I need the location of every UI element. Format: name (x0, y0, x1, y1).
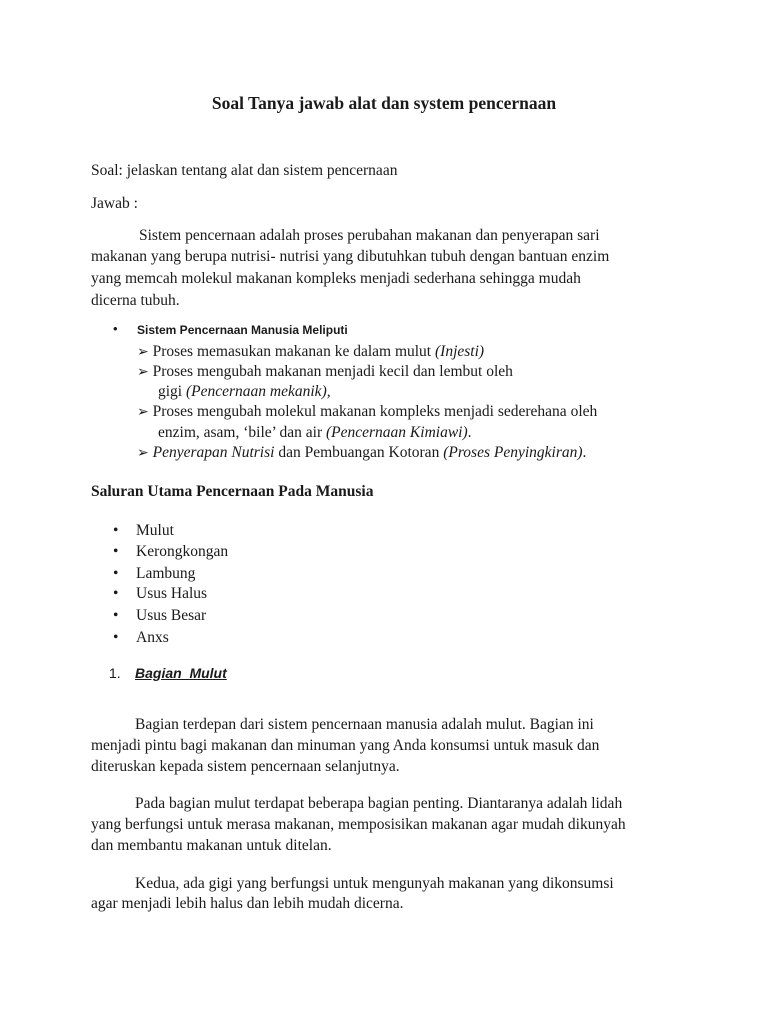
organ-list-item: • Anxs (113, 629, 169, 646)
organ-list-item: • Mulut (113, 522, 174, 539)
intro-line: dicerna tubuh. (91, 292, 180, 309)
bullet-icon: • (113, 321, 118, 336)
paragraph-line: diteruskan kepada sistem pencernaan selanjutnya. (91, 758, 400, 775)
organ-list-item: • Lambung (113, 565, 196, 582)
arrow-bullet-icon: ➢ (137, 345, 149, 360)
process-item: ➢ Proses mengubah makanan menjadi kecil dan lembut oleh (137, 363, 513, 380)
organ-list-item: • Kerongkongan (113, 543, 229, 560)
subsection-title: Bagian Mulut (135, 665, 227, 681)
section-heading: Saluran Utama Pencernaan Pada Manusia (91, 483, 374, 500)
question-text: Soal: jelaskan tentang alat dan sistem pencernaan (91, 162, 398, 179)
organ-list-item: • Usus Besar (113, 607, 207, 624)
paragraph-line: yang berfungsi untuk merasa makanan, memposisikan makanan agar mudah dikunyah (91, 816, 626, 833)
paragraph-line: dan membantu makanan untuk ditelan. (91, 837, 332, 854)
paragraph-line: Kedua, ada gigi yang berfungsi untuk mengunyah makanan yang dikonsumsi (135, 875, 614, 892)
process-item: ➢ Proses mengubah molekul makanan kompleks menjadi sederehana oleh (137, 403, 598, 420)
bullet-heading: Sistem Pencernaan Manusia Meliputi (137, 323, 348, 337)
document-title: Soal Tanya jawab alat dan system pencernaan (211, 93, 557, 113)
arrow-bullet-icon: ➢ (137, 365, 149, 380)
paragraph-line: Bagian terdepan dari sistem pencernaan manusia adalah mulut. Bagian ini (135, 716, 594, 733)
subsection-number: 1. (109, 665, 121, 681)
intro-line: Sistem pencernaan adalah proses perubahan makanan dan penyerapan sari (139, 227, 600, 244)
process-item: ➢ Penyerapan Nutrisi dan Pembuangan Kotoran (Proses Penyingkiran). (137, 444, 587, 461)
organ-list-item: • Usus Halus (113, 585, 208, 602)
arrow-bullet-icon: ➢ (137, 405, 149, 420)
paragraph-line: agar menjadi lebih halus dan lebih mudah dicerna. (91, 895, 404, 912)
intro-line: makanan yang berupa nutrisi- nutrisi yang dibutuhkan tubuh dengan bantuan enzim (91, 248, 610, 265)
paragraph-line: Pada bagian mulut terdapat beberapa bagian penting. Diantaranya adalah lidah (135, 795, 623, 812)
paragraph-line: menjadi pintu bagi makanan dan minuman yang Anda konsumsi untuk masuk dan (91, 737, 600, 754)
arrow-bullet-icon: ➢ (137, 446, 149, 461)
process-item-continuation: gigi (Pencernaan mekanik), (158, 383, 331, 400)
process-item-continuation: enzim, asam, ‘bile’ dan air (Pencernaan Kimiawi). (158, 424, 472, 441)
process-item: ➢ Proses memasukan makanan ke dalam mulut (Injesti) (137, 343, 485, 360)
intro-line: yang memcah molekul makanan kompleks menjadi sederhana sehingga mudah (91, 270, 581, 287)
answer-label: Jawab : (91, 195, 138, 212)
